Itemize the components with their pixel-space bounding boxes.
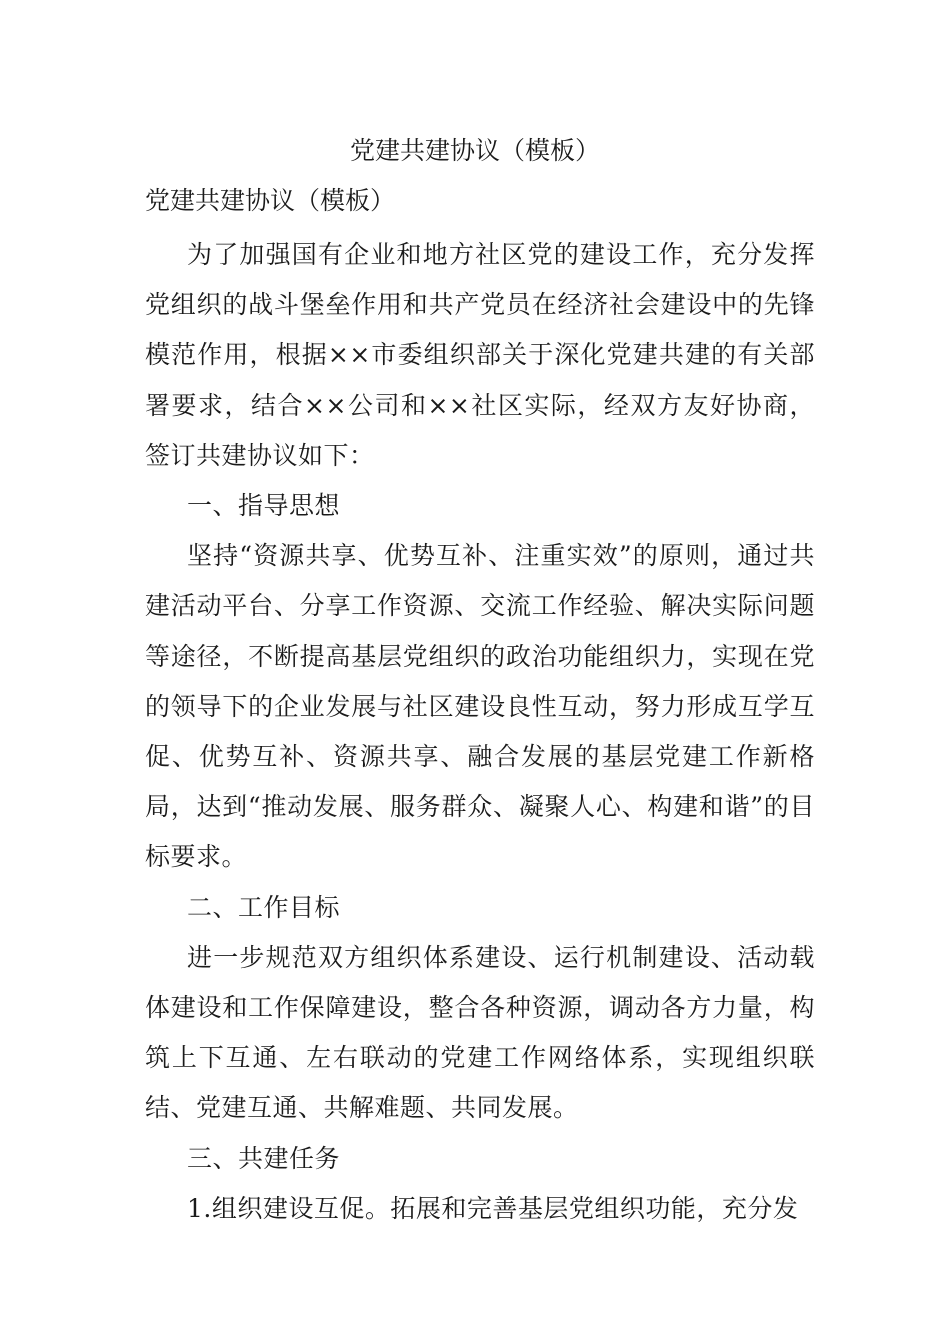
joint-tasks-item-1: 1.组织建设互促。拓展和完善基层党组织功能，充分发 [187, 1193, 799, 1223]
document-body [145, 230, 815, 1234]
document-subtitle: 党建共建协议（模板） [145, 186, 396, 215]
guiding-thought-paragraph: 坚持“资源共享、优势互补、注重实效”的原则，通过共建活动平台、分享工作资源、交流工作经验、解决实际问题等途径，不断提高基层党组织的政治功能组织力，实现在党的领导下的企业发展与社区建设良性互动，努力形成互学互促、优势互补、资源共享、融合发展的基层党建工作新格局，达到“推动发展、服务群众、凝聚人心、构建和谐”的目标要求。 [145, 541, 815, 872]
work-goals-paragraph: 进一步规范双方组织体系建设、运行机制建设、活动载体建设和工作保障建设，整合各种资源，调动各方力量，构筑上下互通、左右联动的党建工作网络体系，实现组织联结、党建互通、共解难题、共同发展。 [145, 942, 815, 1123]
intro-paragraph: 为了加强国有企业和地方社区党的建设工作，充分发挥党组织的战斗堡垒作用和共产党员在经济社会建设中的先锋模范作用，根据××市委组织部关于深化党建共建的有关部署要求，结合××公司和××社区实际，经双方友好协商，签订共建协议如下： [145, 240, 815, 470]
section-heading-work-goals: 二、工作目标 [187, 892, 341, 922]
document-title: 党建共建协议（模板） [349, 136, 600, 165]
section-heading-joint-tasks: 三、共建任务 [187, 1143, 341, 1173]
section-heading-guiding-thought: 一、指导思想 [187, 491, 341, 521]
